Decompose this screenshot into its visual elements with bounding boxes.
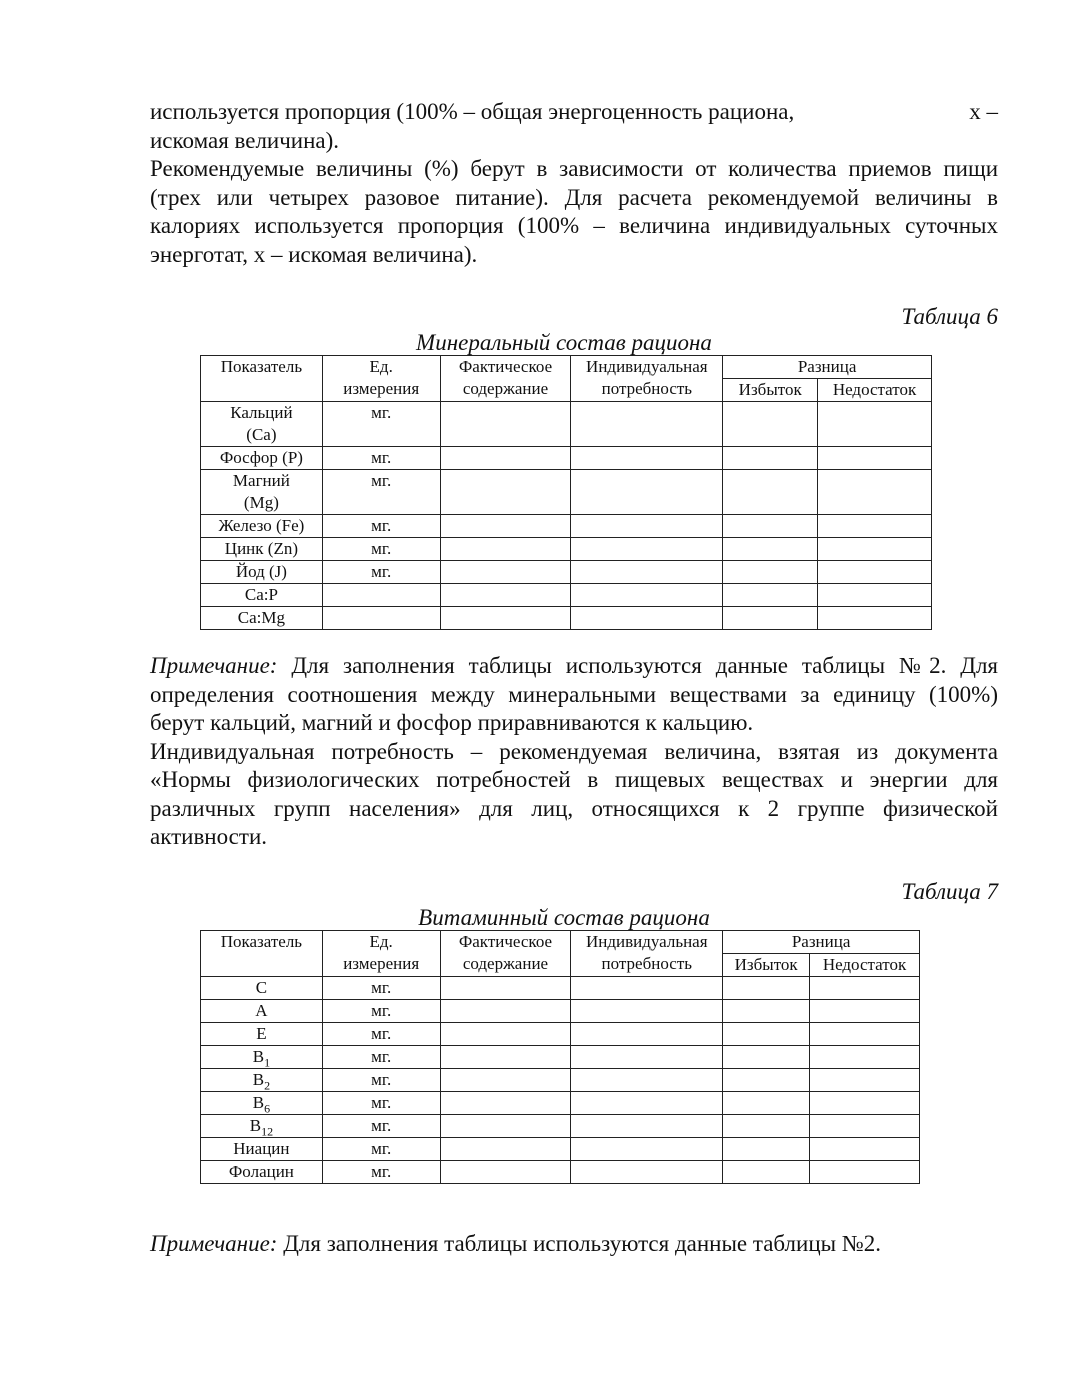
table6-mineral: [200, 355, 932, 630]
row-unit: мг.: [322, 1137, 440, 1160]
header-actual: Фактическое содержание: [440, 930, 571, 976]
table-row: [201, 1137, 920, 1160]
table-row: [201, 538, 932, 561]
row-name: Ca:Mg: [201, 607, 323, 630]
table7-title: Витаминный состав рациона: [418, 904, 710, 930]
header-excess: Избыток: [723, 379, 818, 402]
row-unit: мг.: [322, 515, 440, 538]
row-name: $B_2$: [201, 1068, 323, 1091]
row-unit: мг.: [322, 402, 440, 447]
row-unit: мг.: [322, 1045, 440, 1068]
header-unit: Ед. измерения: [322, 356, 440, 402]
table-row: [201, 1114, 920, 1137]
note-2-label: Примечание:: [150, 1230, 278, 1256]
table7-label: Таблица 7: [901, 878, 998, 904]
table-row: [201, 584, 932, 607]
row-name: Железо (Fe): [201, 515, 323, 538]
row-name: $B_6$: [201, 1091, 323, 1114]
header-diff: Разница: [723, 930, 920, 953]
row-unit: мг.: [322, 1114, 440, 1137]
table-row: [201, 999, 920, 1022]
intro-line-1: [150, 98, 998, 127]
row-unit: мг.: [322, 1068, 440, 1091]
row-unit: мг.: [322, 1160, 440, 1183]
header-actual: Фактическое содержание: [440, 356, 571, 402]
table-row: [201, 1068, 920, 1091]
row-name: A: [201, 999, 323, 1022]
table-row: [201, 1022, 920, 1045]
table-row: [201, 561, 932, 584]
header-indicator: Показатель: [201, 930, 323, 976]
row-name: Фосфор (P): [201, 447, 323, 470]
row-name: C: [201, 976, 323, 999]
intro-line-1-text: используется пропорция (100% – общая энергоценность рациона,: [150, 99, 795, 124]
header-excess: Избыток: [723, 953, 810, 976]
table-row: [201, 470, 932, 515]
document-page: [150, 98, 998, 1258]
intro-line-1-end: х –: [969, 99, 998, 124]
row-name: Ниацин: [201, 1137, 323, 1160]
row-unit: мг.: [322, 447, 440, 470]
row-unit: [322, 607, 440, 630]
table6-title: Минеральный состав рациона: [416, 330, 712, 355]
row-name: $B_1$: [201, 1045, 323, 1068]
table6-label: Таблица 6: [901, 304, 998, 329]
row-unit: [322, 584, 440, 607]
row-unit: мг.: [322, 1091, 440, 1114]
table-row: [201, 447, 932, 470]
intro-paragraph-2: Рекомендуемые величины (%) берут в зависимости от количества приемов пищи (трех или четырех разовое питание). Для расчета рекомендуемой величины в калориях используется пропорция (100% – величина индивидуальных суточных энерготат, х – искомая величина).: [150, 156, 998, 267]
row-name: Кальций (Ca): [201, 402, 323, 447]
table-row: [201, 1091, 920, 1114]
note-1-label: Примечание:: [150, 653, 278, 678]
header-deficit: Недостаток: [810, 953, 920, 976]
table-row: [201, 607, 932, 630]
row-unit: мг.: [322, 561, 440, 584]
table7-vitamin: [200, 930, 920, 1184]
header-diff: Разница: [723, 356, 932, 379]
header-unit: Ед. измерения: [322, 930, 440, 976]
row-unit: мг.: [322, 999, 440, 1022]
note-1: [150, 652, 998, 738]
row-name: Ca:P: [201, 584, 323, 607]
table-row: [201, 402, 932, 447]
note-1-text: Для заполнения таблицы используются данные таблицы №2. Для определения соотношения между минеральными веществами за единицу (100%) берут кальций, магний и фосфор приравниваются к кальцию.: [150, 653, 998, 735]
note-1-paragraph-2: Индивидуальная потребность – рекомендуемая величина, взятая из документа «Нормы физиологических потребностей в пищевых веществах и энергии для различных групп населения» для лиц, относящихся к 2 группе физической активности.: [150, 738, 998, 849]
row-name: Магний (Mg): [201, 470, 323, 515]
row-unit: мг.: [322, 976, 440, 999]
table-row: [201, 1160, 920, 1183]
header-need: Индивидуальная потребность: [571, 356, 723, 402]
table-header-row: [201, 930, 920, 953]
header-indicator: Показатель: [201, 356, 323, 402]
table-row: [201, 515, 932, 538]
row-name: Цинк (Zn): [201, 538, 323, 561]
table-row: [201, 1045, 920, 1068]
table-header-row: [201, 356, 932, 379]
row-unit: мг.: [322, 1022, 440, 1045]
row-name: E: [201, 1022, 323, 1045]
header-need: Индивидуальная потребность: [571, 930, 723, 976]
header-deficit: Недостаток: [818, 379, 932, 402]
row-name: Йод (J): [201, 561, 323, 584]
row-name: $B_{12}$: [201, 1114, 323, 1137]
note-2-text: Для заполнения таблицы используются данные таблицы №2.: [277, 1230, 882, 1256]
row-unit: мг.: [322, 470, 440, 515]
note-2: [150, 1230, 998, 1259]
row-unit: мг.: [322, 538, 440, 561]
row-name: Фолацин: [201, 1160, 323, 1183]
intro-line-2: искомая величина).: [150, 127, 340, 153]
table-row: [201, 976, 920, 999]
